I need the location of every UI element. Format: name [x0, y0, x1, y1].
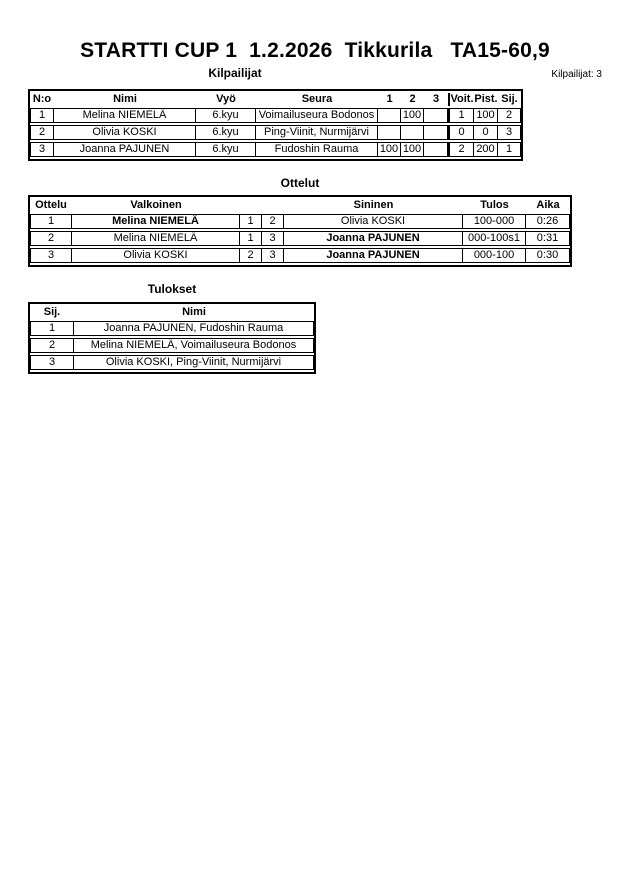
cell-valkoinen-name: Melina NIEMELÄ	[72, 231, 240, 246]
tulokset-row	[30, 321, 314, 336]
cell-sij: 2	[30, 338, 74, 353]
header-ottelu: Ottelu	[35, 199, 67, 211]
section-title-ottelut: Ottelut	[280, 176, 320, 190]
cell-sininen-number: 2	[262, 214, 284, 229]
header-seura: Seura	[301, 93, 333, 105]
header-voit: Voit.	[448, 93, 474, 106]
cell-round-2: 100	[401, 142, 424, 157]
cell-aika: 0:30	[526, 248, 570, 263]
page-title: STARTTI CUP 1 1.2.2026 Tikkurila TA15-60,9	[80, 39, 550, 62]
ottelut-row	[30, 248, 570, 263]
header-round-1: 1	[386, 93, 393, 105]
cell-vyo: 6.kyu	[196, 125, 256, 140]
kilpailijat-row	[30, 108, 521, 123]
cell-nimi: Melina NIEMELÄ, Voimailuseura Bodonos	[74, 338, 314, 353]
cell-round-2: 100	[401, 108, 424, 123]
header-round-3: 3	[432, 93, 440, 105]
cell-round-1	[378, 108, 401, 123]
kilpailijat-header-row	[30, 93, 521, 106]
cell-round-3	[424, 125, 448, 140]
cell-voit: 0	[448, 125, 474, 140]
header-sininen-number	[262, 199, 284, 212]
cell-nimi: Olivia KOSKI	[54, 125, 196, 140]
cell-nimi: Olivia KOSKI, Ping-Viinit, Nurmijärvi	[74, 355, 314, 370]
cell-ottelu: 3	[30, 248, 72, 263]
header-sij: Sij.	[501, 93, 518, 105]
cell-round-1: 100	[378, 142, 401, 157]
header-valkoinen-number	[240, 199, 262, 212]
cell-tulos: 000-100	[463, 248, 526, 263]
header-valkoinen: Valkoinen	[130, 199, 182, 211]
cell-voit: 1	[448, 108, 474, 123]
kilpailijat-row	[30, 125, 521, 140]
cell-pist: 0	[474, 125, 498, 140]
ottelut-row	[30, 214, 570, 229]
tulokset-row	[30, 338, 314, 353]
cell-valkoinen-number: 1	[240, 214, 262, 229]
section-title-kilpailijat: Kilpailijat	[208, 66, 262, 80]
cell-valkoinen-number: 2	[240, 248, 262, 263]
ottelut-row	[30, 231, 570, 246]
cell-sij: 1	[30, 321, 74, 336]
header-tulos: Tulos	[480, 199, 509, 211]
cell-sininen-name: Olivia KOSKI	[284, 214, 463, 229]
cell-aika: 0:31	[526, 231, 570, 246]
ottelut-header-row	[30, 199, 570, 212]
kilpailijat-row	[30, 142, 521, 157]
cell-tulos: 000-100s1	[463, 231, 526, 246]
cell-seura: Voimailuseura Bodonos	[256, 108, 378, 123]
tulokset-table	[28, 302, 316, 374]
header-round-2: 2	[409, 93, 416, 105]
cell-voit: 2	[448, 142, 474, 157]
competitor-count-label: Kilpailijat: 3	[551, 69, 602, 80]
cell-nimi: Joanna PAJUNEN, Fudoshin Rauma	[74, 321, 314, 336]
header-nimi: Nimi	[182, 306, 206, 318]
cell-valkoinen-number: 1	[240, 231, 262, 246]
cell-nimi: Joanna PAJUNEN	[54, 142, 196, 157]
cell-ottelu: 1	[30, 214, 72, 229]
cell-nimi: Melina NIEMELÄ	[54, 108, 196, 123]
cell-sij: 2	[498, 108, 521, 123]
cell-tulos: 100-000	[463, 214, 526, 229]
section-title-tulokset: Tulokset	[147, 282, 197, 296]
cell-vyo: 6.kyu	[196, 142, 256, 157]
cell-no: 1	[30, 108, 54, 123]
header-no: N:o	[32, 93, 52, 105]
cell-valkoinen-name: Melina NIEMELÄ	[72, 214, 240, 229]
cell-sininen-number: 3	[262, 248, 284, 263]
cell-sininen-name: Joanna PAJUNEN	[284, 248, 463, 263]
header-sij: Sij.	[43, 306, 61, 318]
cell-vyo: 6.kyu	[196, 108, 256, 123]
kilpailijat-table	[28, 89, 523, 161]
cell-round-2	[401, 125, 424, 140]
cell-sininen-name: Joanna PAJUNEN	[284, 231, 463, 246]
header-sininen: Sininen	[353, 199, 394, 211]
cell-pist: 200	[474, 142, 498, 157]
cell-seura: Fudoshin Rauma	[256, 142, 378, 157]
tulokset-row	[30, 355, 314, 370]
cell-round-1	[378, 125, 401, 140]
cell-sij: 1	[498, 142, 521, 157]
tulokset-header-row	[30, 306, 314, 319]
cell-round-3	[424, 108, 448, 123]
header-nimi: Nimi	[113, 93, 137, 105]
cell-pist: 100	[474, 108, 498, 123]
ottelut-table	[28, 195, 572, 267]
cell-round-3	[424, 142, 448, 157]
cell-ottelu: 2	[30, 231, 72, 246]
cell-seura: Ping-Viinit, Nurmijärvi	[256, 125, 378, 140]
cell-no: 2	[30, 125, 54, 140]
header-aika: Aika	[536, 199, 560, 211]
cell-aika: 0:26	[526, 214, 570, 229]
cell-sij: 3	[498, 125, 521, 140]
header-vyo: Vyö	[216, 93, 236, 105]
header-pist: Pist.	[474, 93, 498, 105]
cell-sininen-number: 3	[262, 231, 284, 246]
cell-valkoinen-name: Olivia KOSKI	[72, 248, 240, 263]
cell-sij: 3	[30, 355, 74, 370]
cell-no: 3	[30, 142, 54, 157]
